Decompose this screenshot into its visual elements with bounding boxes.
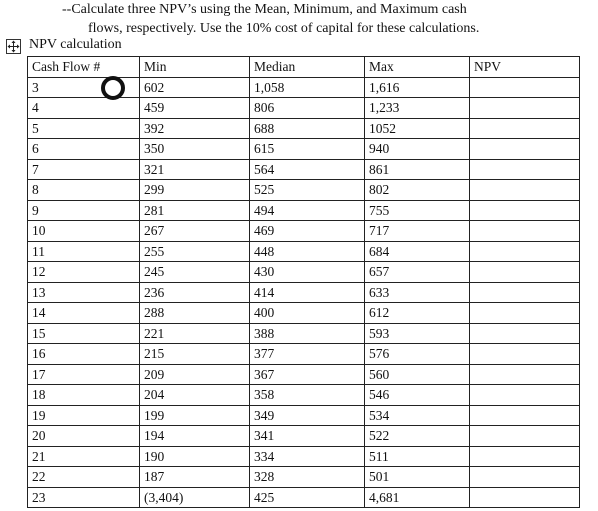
table-cell: 392: [140, 118, 250, 139]
table-row: [28, 200, 580, 221]
table-cell: 755: [365, 200, 470, 221]
table-cell: 367: [250, 364, 365, 385]
table-cell: 245: [140, 262, 250, 283]
table-cell: 10: [28, 221, 140, 242]
table-cell: 593: [365, 323, 470, 344]
table-cell: 940: [365, 139, 470, 160]
table-cell: 688: [250, 118, 365, 139]
table-row: [28, 487, 580, 508]
table-cell: 15: [28, 323, 140, 344]
table-cell: 13: [28, 282, 140, 303]
table-cell: 400: [250, 303, 365, 324]
table-cell: 12: [28, 262, 140, 283]
table-cell: 209: [140, 364, 250, 385]
column-header: Cash Flow #: [28, 57, 140, 78]
table-cell: 199: [140, 405, 250, 426]
table-cell: 21: [28, 446, 140, 467]
table-cell: 328: [250, 467, 365, 488]
table-cell: 388: [250, 323, 365, 344]
npv-input-cell[interactable]: [470, 487, 580, 508]
table-cell: 534: [365, 405, 470, 426]
table-cell: 546: [365, 385, 470, 406]
npv-input-cell[interactable]: [470, 98, 580, 119]
table-cell: 469: [250, 221, 365, 242]
table-cell: 334: [250, 446, 365, 467]
npv-input-cell[interactable]: [470, 405, 580, 426]
table-header-row: [28, 57, 580, 78]
table-row: [28, 446, 580, 467]
table-cell: 17: [28, 364, 140, 385]
table-row: [28, 426, 580, 447]
npv-input-cell[interactable]: [470, 385, 580, 406]
table-row: [28, 385, 580, 406]
npv-input-cell[interactable]: [470, 344, 580, 365]
table-cell: 564: [250, 159, 365, 180]
npv-input-cell[interactable]: [470, 77, 580, 98]
table-cell: 19: [28, 405, 140, 426]
table-cell: 1,058: [250, 77, 365, 98]
table-cell: 522: [365, 426, 470, 447]
table-cell: 221: [140, 323, 250, 344]
table-cell: 204: [140, 385, 250, 406]
table-cell: 448: [250, 241, 365, 262]
table-cell: 23: [28, 487, 140, 508]
table-cell: 7: [28, 159, 140, 180]
npv-input-cell[interactable]: [470, 446, 580, 467]
npv-input-cell[interactable]: [470, 262, 580, 283]
table-row: [28, 221, 580, 242]
table-cell: 20: [28, 426, 140, 447]
table-cell: 281: [140, 200, 250, 221]
table-cell: 1,233: [365, 98, 470, 119]
table-cell: 494: [250, 200, 365, 221]
npv-input-cell[interactable]: [470, 200, 580, 221]
table-cell: 501: [365, 467, 470, 488]
table-cell: 358: [250, 385, 365, 406]
table-cell: 255: [140, 241, 250, 262]
table-cell: 6: [28, 139, 140, 160]
table-cell: 602: [140, 77, 250, 98]
table-row: [28, 159, 580, 180]
table-cell: 377: [250, 344, 365, 365]
npv-input-cell[interactable]: [470, 467, 580, 488]
table-cell: 861: [365, 159, 470, 180]
table-row: [28, 323, 580, 344]
table-cell: 321: [140, 159, 250, 180]
table-cell: 633: [365, 282, 470, 303]
move-arrows-icon[interactable]: [6, 39, 21, 54]
table-cell: 1052: [365, 118, 470, 139]
table-row: [28, 364, 580, 385]
npv-input-cell[interactable]: [470, 139, 580, 160]
table-cell: 5: [28, 118, 140, 139]
table-cell: 267: [140, 221, 250, 242]
table-cell: 615: [250, 139, 365, 160]
table-cell: 341: [250, 426, 365, 447]
column-header: Max: [365, 57, 470, 78]
npv-input-cell[interactable]: [470, 118, 580, 139]
instructions-text: [62, 0, 562, 38]
column-header: NPV: [470, 57, 580, 78]
table-row: [28, 262, 580, 283]
npv-input-cell[interactable]: [470, 180, 580, 201]
npv-input-cell[interactable]: [470, 426, 580, 447]
table-cell: 717: [365, 221, 470, 242]
table-cell: 288: [140, 303, 250, 324]
table-row: [28, 241, 580, 262]
table-cell: 215: [140, 344, 250, 365]
table-row: [28, 282, 580, 303]
table-cell: 802: [365, 180, 470, 201]
table-cell: 9: [28, 200, 140, 221]
table-cell: 11: [28, 241, 140, 262]
table-body: [28, 77, 580, 508]
table-cell: 299: [140, 180, 250, 201]
table-cell: 8: [28, 180, 140, 201]
table-cell: 684: [365, 241, 470, 262]
npv-input-cell[interactable]: [470, 282, 580, 303]
npv-input-cell[interactable]: [470, 159, 580, 180]
npv-table: [27, 56, 580, 508]
table-row: [28, 303, 580, 324]
table-cell: 612: [365, 303, 470, 324]
column-header: Median: [250, 57, 365, 78]
table-cell: 350: [140, 139, 250, 160]
table-cell: 657: [365, 262, 470, 283]
table-row: [28, 98, 580, 119]
table-cell: 194: [140, 426, 250, 447]
table-cell: 576: [365, 344, 470, 365]
table-row: [28, 467, 580, 488]
table-cell: 4: [28, 98, 140, 119]
table-cell: (3,404): [140, 487, 250, 508]
table-cell: 1,616: [365, 77, 470, 98]
table-cell: 16: [28, 344, 140, 365]
table-row: [28, 344, 580, 365]
table-cell: 190: [140, 446, 250, 467]
table-cell: 14: [28, 303, 140, 324]
table-cell: 425: [250, 487, 365, 508]
table-cell: 3: [28, 77, 140, 98]
instructions-line-2: flows, respectively. Use the 10% cost of capital for these calculations.: [88, 21, 480, 36]
table-row: [28, 118, 580, 139]
table-cell: 18: [28, 385, 140, 406]
npv-input-cell[interactable]: [470, 364, 580, 385]
circle-cursor-icon: [101, 76, 125, 100]
table-caption: NPV calculation: [29, 37, 122, 52]
table-cell: 349: [250, 405, 365, 426]
table-cell: 22: [28, 467, 140, 488]
table-cell: 511: [365, 446, 470, 467]
table-cell: 187: [140, 467, 250, 488]
table-row: [28, 139, 580, 160]
column-header: Min: [140, 57, 250, 78]
npv-input-cell[interactable]: [470, 303, 580, 324]
table-cell: 236: [140, 282, 250, 303]
table-cell: 414: [250, 282, 365, 303]
table-cell: 560: [365, 364, 470, 385]
npv-input-cell[interactable]: [470, 241, 580, 262]
npv-input-cell[interactable]: [470, 221, 580, 242]
table-row: [28, 405, 580, 426]
table-cell: 459: [140, 98, 250, 119]
table-cell: 525: [250, 180, 365, 201]
table-row: [28, 180, 580, 201]
table-cell: 806: [250, 98, 365, 119]
table-cell: 430: [250, 262, 365, 283]
instructions-line-1: --Calculate three NPV’s using the Mean, Minimum, and Maximum cash: [62, 2, 467, 17]
npv-input-cell[interactable]: [470, 323, 580, 344]
table-cell: 4,681: [365, 487, 470, 508]
